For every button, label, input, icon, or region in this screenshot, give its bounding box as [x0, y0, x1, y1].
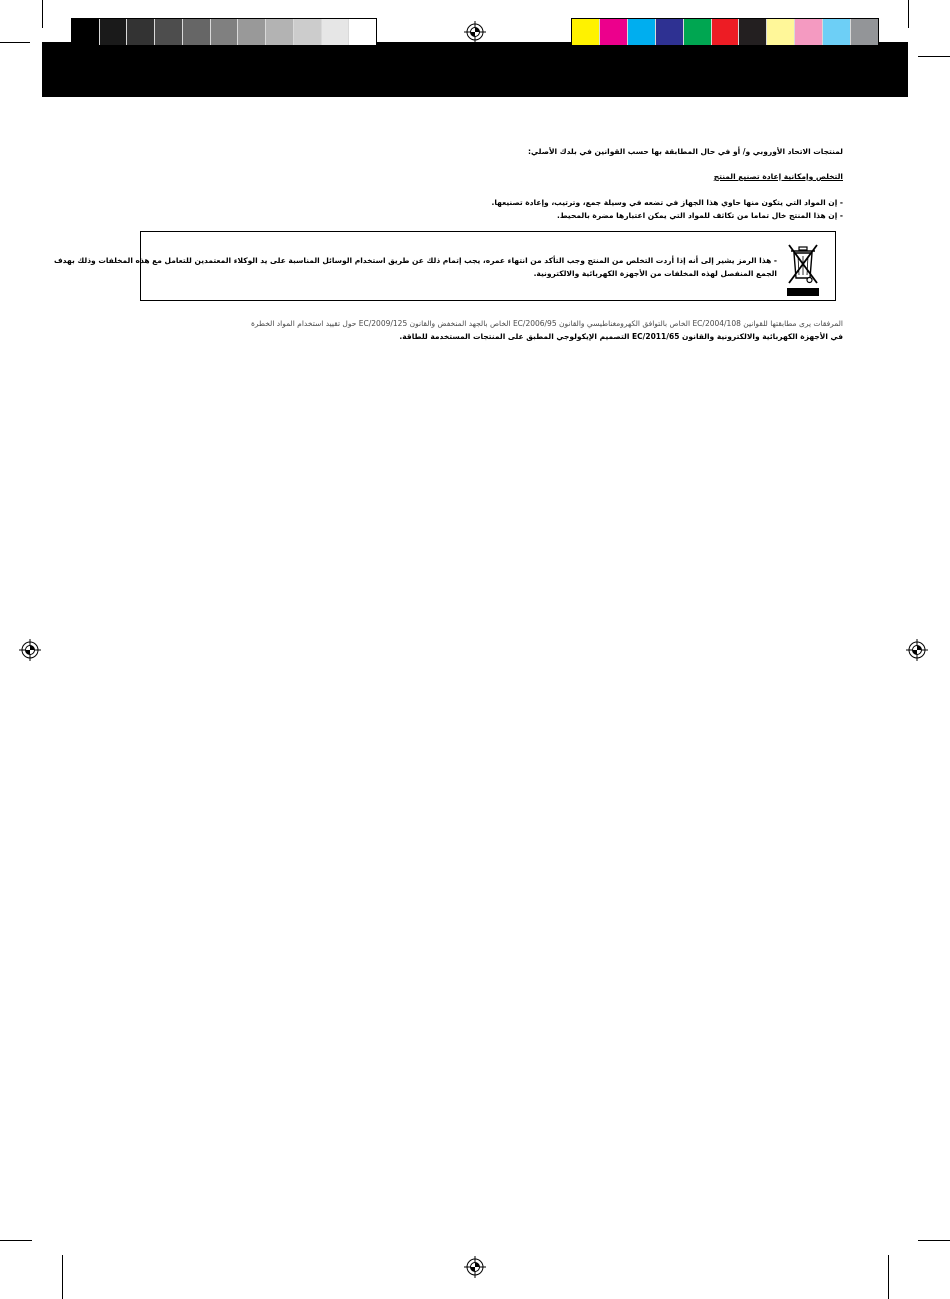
section-title: التخلص وإمكانية إعادة تصنيع المنتج — [713, 172, 843, 181]
grayscale-swatch — [211, 19, 239, 45]
grayscale-swatch — [183, 19, 211, 45]
color-bar — [571, 18, 879, 46]
grayscale-swatch — [72, 19, 100, 45]
crossed-out-wheelie-bin-icon — [785, 239, 821, 297]
grayscale-swatch — [266, 19, 294, 45]
color-swatch — [572, 19, 600, 45]
bullet-item: - إن هذا المنتج خال تماما من تكاثف للمواد التي يمكن اعتبارها مضرة بالمحيط. — [557, 211, 843, 220]
color-swatch — [851, 19, 878, 45]
color-swatch — [767, 19, 795, 45]
crop-mark — [888, 1255, 889, 1299]
color-swatch — [628, 19, 656, 45]
color-swatch — [823, 19, 851, 45]
registration-mark-icon — [464, 1256, 486, 1278]
grayscale-swatch — [349, 19, 376, 45]
compliance-text: في الأجهزة الكهربائية والالكترونية والقانون EC/2011/65 التصميم الإيكولوجي المطبق على المنتجات المستخدمة للطاقة. — [399, 332, 843, 341]
grayscale-swatch — [100, 19, 128, 45]
grayscale-swatch — [294, 19, 322, 45]
page-heading: لمنتجات الاتحاد الأوروبي و/ أو في حال المطابقة بها حسب القوانين في بلدك الأصلي: — [528, 147, 843, 156]
color-swatch — [712, 19, 740, 45]
crop-mark — [0, 1240, 32, 1241]
notice-text: - هذا الرمز يشير إلى أنه إذا أردت التخلص من المنتج وجب التأكد من انتهاء عمره، يجب إتمام ذلك عن طريق استخدام الوسائل المناسبة على يد الوكلاء المعتمدين للتعامل مع هذه المخلفات وذلك بهدف — [53, 256, 777, 265]
color-swatch — [739, 19, 767, 45]
registration-mark-icon — [906, 639, 928, 661]
registration-mark-icon — [464, 21, 486, 43]
color-swatch — [656, 19, 684, 45]
color-swatch — [600, 19, 628, 45]
crop-mark — [918, 56, 950, 57]
color-swatch — [684, 19, 712, 45]
disposal-notice-box — [53, 231, 836, 301]
grayscale-swatch — [322, 19, 350, 45]
crop-mark — [918, 1240, 950, 1241]
crop-mark — [42, 0, 43, 28]
bullet-item: - إن المواد التي يتكون منها حاوي هذا الجهاز في تضعه في وسيلة جمع، وترتيب، وإعادة تصنيعها. — [491, 198, 843, 207]
grayscale-swatch — [155, 19, 183, 45]
color-swatch — [795, 19, 823, 45]
grayscale-swatch — [238, 19, 266, 45]
grayscale-bar — [71, 18, 377, 46]
crop-mark — [908, 0, 909, 28]
compliance-text: المرفقات يرى مطابقتها للقوانين EC/2004/108 الخاص بالتوافق الكهرومغناطيسي والقانون EC/2006/95 الخاص بالجهد المنخفض والقانون EC/2009/125 حول تقييد استخدام المواد الخطرة — [250, 319, 843, 328]
header-band — [42, 42, 908, 97]
grayscale-swatch — [127, 19, 155, 45]
registration-mark-icon — [19, 639, 41, 661]
crop-mark — [0, 42, 30, 43]
notice-text: الجمع المنفصل لهذه المخلفات من الأجهزة الكهربائية والالكترونية. — [533, 269, 777, 278]
crop-mark — [62, 1255, 63, 1299]
